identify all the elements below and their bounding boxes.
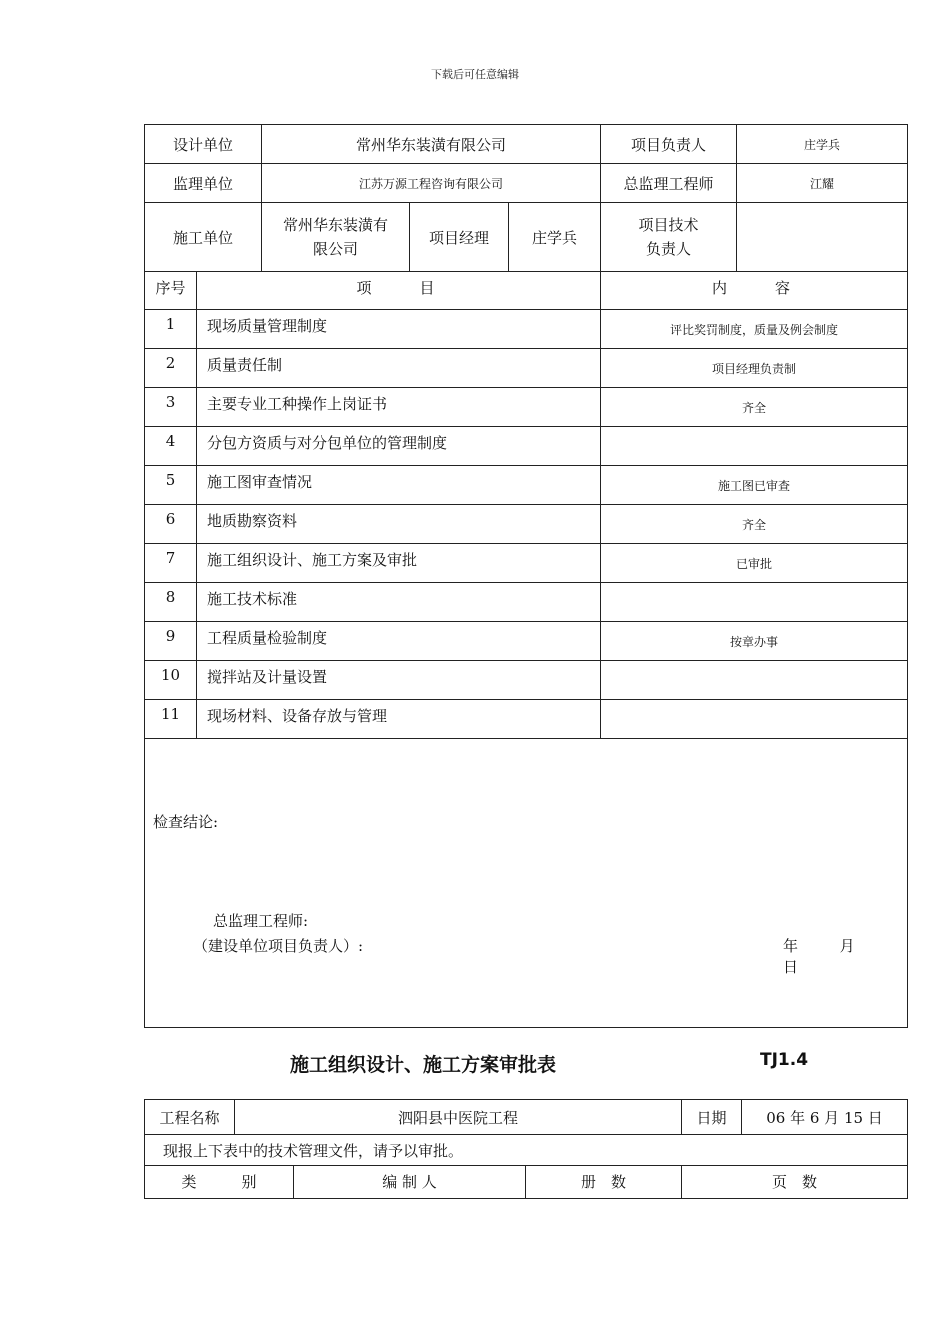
conclusion-row — [145, 739, 908, 1028]
page-header: 下载后可任意编辑 — [431, 68, 519, 81]
submission-notice: 现报上下表中的技术管理文件，请予以审批。 — [145, 1135, 908, 1166]
month-label: 月 — [839, 937, 855, 955]
chief-engineer-signature-label: 总监理工程师: — [213, 912, 309, 930]
construction-unit-value — [262, 203, 410, 272]
col-type-header: 类 别 — [145, 1166, 294, 1199]
row-content — [601, 700, 908, 739]
header-no: 序号 — [145, 272, 197, 310]
supervision-unit-label: 监理单位 — [145, 164, 262, 203]
row-no: 10 — [145, 661, 197, 700]
table-row — [145, 505, 908, 544]
tech-lead-label-line1: 项目技术 — [638, 216, 699, 234]
row-item: 现场质量管理制度 — [197, 310, 601, 349]
row-content: 齐全 — [601, 388, 908, 427]
row-no: 6 — [145, 505, 197, 544]
construction-unit-label: 施工单位 — [145, 203, 262, 272]
row-item: 现场材料、设备存放与管理 — [197, 700, 601, 739]
row-content: 项目经理负责制 — [601, 349, 908, 388]
day-label: 日 — [783, 958, 799, 976]
row-content: 齐全 — [601, 505, 908, 544]
owner-signature-label: （建设单位项目负责人）: — [193, 937, 364, 955]
tech-lead-label — [601, 203, 737, 272]
project-lead-label: 项目负责人 — [601, 125, 737, 164]
chief-engineer-label: 总监理工程师 — [601, 164, 737, 203]
table-row — [145, 700, 908, 739]
form-title: 施工组织设计、施工方案审批表 — [290, 1054, 557, 1076]
row-content — [601, 583, 908, 622]
conclusion-cell — [145, 739, 908, 1028]
table-row — [145, 544, 908, 583]
table-row — [145, 388, 908, 427]
notice-row — [145, 1135, 908, 1166]
construction-unit-value-line1: 常州华东装潢有 — [283, 216, 389, 234]
table-row — [145, 466, 908, 505]
project-name-label: 工程名称 — [145, 1100, 235, 1135]
col-volumes-header: 册 数 — [526, 1166, 682, 1199]
col-pages-header: 页 数 — [682, 1166, 908, 1199]
project-lead-value: 庄学兵 — [737, 125, 908, 164]
row-no: 8 — [145, 583, 197, 622]
header-content: 内 容 — [601, 272, 908, 310]
row-no: 5 — [145, 466, 197, 505]
date-label: 日期 — [682, 1100, 742, 1135]
table-row — [145, 661, 908, 700]
col-author-header: 编 制 人 — [294, 1166, 526, 1199]
row-no: 11 — [145, 700, 197, 739]
supervision-unit-value: 江苏万源工程咨询有限公司 — [262, 164, 601, 203]
row-no: 1 — [145, 310, 197, 349]
row-content — [601, 427, 908, 466]
project-manager-value: 庄学兵 — [509, 203, 601, 272]
year-label: 年 — [783, 937, 799, 955]
row-item: 施工技术标准 — [197, 583, 601, 622]
project-name-value: 泗阳县中医院工程 — [235, 1100, 682, 1135]
signature-date — [783, 935, 907, 977]
table-header-row — [145, 272, 908, 310]
quality-management-check-table — [144, 124, 908, 1028]
row-supervision-unit — [145, 164, 908, 203]
row-item: 主要专业工种操作上岗证书 — [197, 388, 601, 427]
row-content: 施工图已审查 — [601, 466, 908, 505]
design-unit-value: 常州华东装潢有限公司 — [262, 125, 601, 164]
row-item: 施工图审查情况 — [197, 466, 601, 505]
row-no: 9 — [145, 622, 197, 661]
row-item: 分包方资质与对分包单位的管理制度 — [197, 427, 601, 466]
row-design-unit — [145, 125, 908, 164]
column-header-row — [145, 1166, 908, 1199]
row-no: 2 — [145, 349, 197, 388]
construction-plan-approval-table — [144, 1099, 908, 1199]
row-construction-unit — [145, 203, 908, 272]
row-content: 已审批 — [601, 544, 908, 583]
table-row — [145, 349, 908, 388]
row-no: 7 — [145, 544, 197, 583]
table-row — [145, 622, 908, 661]
chief-engineer-value: 江耀 — [737, 164, 908, 203]
project-row — [145, 1100, 908, 1135]
row-content — [601, 661, 908, 700]
row-content: 评比奖罚制度，质量及例会制度 — [601, 310, 908, 349]
form-code: TJ1.4 — [760, 1050, 809, 1070]
row-item: 地质勘察资料 — [197, 505, 601, 544]
row-item: 施工组织设计、施工方案及审批 — [197, 544, 601, 583]
row-item: 质量责任制 — [197, 349, 601, 388]
row-item: 搅拌站及计量设置 — [197, 661, 601, 700]
row-content: 按章办事 — [601, 622, 908, 661]
table-row — [145, 310, 908, 349]
header-item: 项 目 — [197, 272, 601, 310]
design-unit-label: 设计单位 — [145, 125, 262, 164]
date-value: 06 年 6 月 15 日 — [742, 1100, 908, 1135]
row-no: 3 — [145, 388, 197, 427]
conclusion-label: 检查结论: — [153, 813, 219, 831]
tech-lead-value — [737, 203, 908, 272]
row-no: 4 — [145, 427, 197, 466]
tech-lead-label-line2: 负责人 — [646, 240, 692, 258]
construction-unit-value-line2: 限公司 — [313, 240, 359, 258]
row-item: 工程质量检验制度 — [197, 622, 601, 661]
table-row — [145, 583, 908, 622]
table-row — [145, 427, 908, 466]
project-manager-label: 项目经理 — [410, 203, 509, 272]
